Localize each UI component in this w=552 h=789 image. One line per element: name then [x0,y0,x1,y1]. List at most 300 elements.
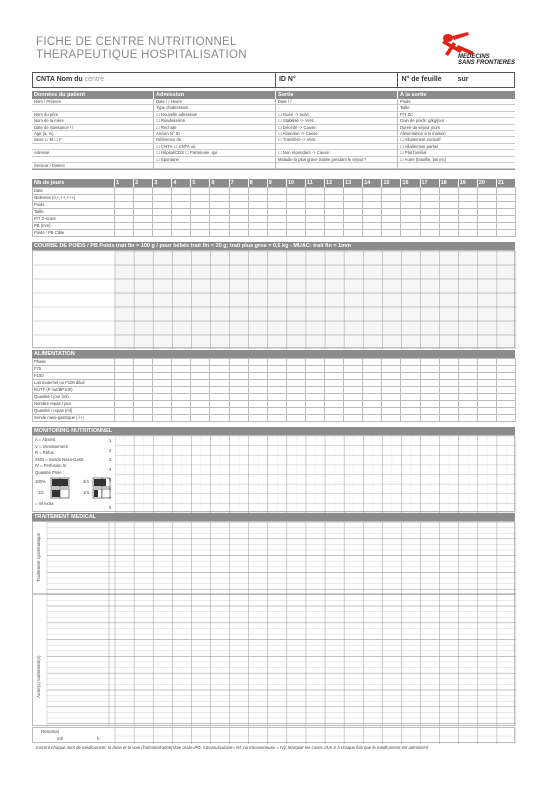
clinical-cell[interactable] [229,216,248,223]
alimentation-cell[interactable] [267,387,286,394]
alimentation-cell[interactable] [363,380,382,387]
sortie_rows-row[interactable]: ☐ Transféré -> Vers: [276,137,397,143]
alimentation-cell[interactable] [382,394,401,401]
alimentation-cell[interactable] [496,408,515,415]
clinical-cell[interactable] [439,216,458,223]
clinical-cell[interactable] [477,223,496,230]
clinical-cell[interactable] [439,195,458,202]
alimentation-cell[interactable] [401,359,420,366]
clinical-cell[interactable] [286,209,305,216]
clinical-cell[interactable] [229,209,248,216]
alimentation-cell[interactable] [229,359,248,366]
clinical-cell[interactable] [325,202,344,209]
admission_rows-row[interactable]: ☐ Nouvelle admission [154,112,275,118]
alimentation-cell[interactable] [344,373,363,380]
alimentation-cell[interactable] [439,401,458,408]
alimentation-cell[interactable] [248,408,267,415]
clinical-cell[interactable] [458,216,477,223]
alimentation-cell[interactable] [420,387,439,394]
clinical-cell[interactable] [267,188,286,195]
sortie_rows-row[interactable]: Date / / [276,99,397,105]
clinical-cell[interactable] [363,223,382,230]
clinical-cell[interactable] [172,223,191,230]
clinical-cell[interactable] [420,195,439,202]
admission_rows-row[interactable]: ☐ Hôpital/CDS ☐ Partenaire, qui [154,150,275,156]
alimentation-cell[interactable] [229,380,248,387]
alimentation-cell[interactable] [363,415,382,422]
clinical-cell[interactable] [401,216,420,223]
clinical-cell[interactable] [401,188,420,195]
alimentation-cell[interactable] [172,401,191,408]
alasortie_rows-row[interactable]: Taille [398,105,515,111]
alimentation-cell[interactable] [363,387,382,394]
alimentation-cell[interactable] [153,394,172,401]
clinical-cell[interactable] [420,223,439,230]
alimentation-cell[interactable] [344,359,363,366]
alimentation-cell[interactable] [305,408,324,415]
clinical-cell[interactable] [439,223,458,230]
alimentation-cell[interactable] [325,394,344,401]
alimentation-cell[interactable] [191,380,210,387]
weight-chart-grid[interactable] [32,250,515,348]
alimentation-cell[interactable] [344,415,363,422]
donnees_rows-row[interactable]: Adresse [32,150,153,156]
alimentation-cell[interactable] [496,394,515,401]
clinical-cell[interactable] [115,195,134,202]
clinical-cell[interactable] [382,209,401,216]
alimentation-cell[interactable] [248,387,267,394]
clinical-cell[interactable] [325,223,344,230]
alimentation-cell[interactable] [153,359,172,366]
clinical-cell[interactable] [134,188,153,195]
clinical-cell[interactable] [191,209,210,216]
clinical-cell[interactable] [134,202,153,209]
alimentation-cell[interactable] [439,387,458,394]
clinical-cell[interactable] [210,188,229,195]
alimentation-cell[interactable] [172,394,191,401]
alasortie_rows-row[interactable]: ☐ Allaitement exclusif [398,137,515,143]
alimentation-cell[interactable] [267,380,286,387]
donnees_rows-row[interactable]: Sexe ☐ M ☐ F [32,137,153,143]
alimentation-cell[interactable] [115,415,134,422]
clinical-cell[interactable] [363,230,382,237]
alimentation-cell[interactable] [325,366,344,373]
admission_rows-row[interactable]: Référence de [154,137,275,143]
clinical-cell[interactable] [115,223,134,230]
alimentation-cell[interactable] [382,359,401,366]
alimentation-cell[interactable] [210,415,229,422]
alimentation-cell[interactable] [344,387,363,394]
alimentation-cell[interactable] [401,380,420,387]
alimentation-cell[interactable] [115,380,134,387]
alimentation-cell[interactable] [477,380,496,387]
clinical-cell[interactable] [172,209,191,216]
alimentation-cell[interactable] [134,380,153,387]
clinical-cell[interactable] [496,188,515,195]
alimentation-cell[interactable] [420,401,439,408]
clinical-cell[interactable] [248,216,267,223]
clinical-cell[interactable] [286,188,305,195]
alimentation-cell[interactable] [325,408,344,415]
alimentation-cell[interactable] [344,401,363,408]
alimentation-cell[interactable] [344,380,363,387]
alimentation-cell[interactable] [191,401,210,408]
clinical-cell[interactable] [344,230,363,237]
alimentation-cell[interactable] [477,394,496,401]
alimentation-cell[interactable] [363,366,382,373]
id-cell[interactable] [276,73,399,87]
alasortie_rows-row[interactable]: P/T ZC [398,112,515,118]
alimentation-cell[interactable] [115,387,134,394]
clinical-cell[interactable] [363,202,382,209]
alimentation-cell[interactable] [496,401,515,408]
clinical-cell[interactable] [325,209,344,216]
alimentation-cell[interactable] [439,373,458,380]
alasortie_rows-row[interactable]: ☐ Autre (bouillie, lait etc) [398,157,515,163]
alimentation-cell[interactable] [134,415,153,422]
alimentation-cell[interactable] [134,373,153,380]
alimentation-cell[interactable] [401,408,420,415]
alimentation-cell[interactable] [191,387,210,394]
alimentation-cell[interactable] [363,373,382,380]
alimentation-cell[interactable] [286,359,305,366]
alimentation-cell[interactable] [477,401,496,408]
alasortie_rows-row[interactable]: Alimentation à la maison [398,131,515,137]
alasortie_rows-row[interactable] [398,163,515,169]
alimentation-cell[interactable] [477,359,496,366]
alimentation-cell[interactable] [420,373,439,380]
clinical-cell[interactable] [305,230,324,237]
alimentation-cell[interactable] [267,373,286,380]
alimentation-cell[interactable] [496,366,515,373]
alimentation-cell[interactable] [153,408,172,415]
clinical-cell[interactable] [153,216,172,223]
alimentation-cell[interactable] [363,408,382,415]
alimentation-cell[interactable] [401,394,420,401]
alimentation-cell[interactable] [477,408,496,415]
alimentation-cell[interactable] [286,366,305,373]
clinical-cell[interactable] [458,223,477,230]
alimentation-cell[interactable] [286,387,305,394]
alimentation-cell[interactable] [286,380,305,387]
alimentation-cell[interactable] [153,366,172,373]
alimentation-cell[interactable] [229,394,248,401]
clinical-cell[interactable] [458,195,477,202]
clinical-cell[interactable] [191,216,210,223]
alimentation-cell[interactable] [115,394,134,401]
clinical-cell[interactable] [477,202,496,209]
clinical-cell[interactable] [210,216,229,223]
alimentation-cell[interactable] [267,415,286,422]
clinical-cell[interactable] [267,223,286,230]
monitoring-grid[interactable] [115,436,516,513]
alimentation-cell[interactable] [134,366,153,373]
alimentation-cell[interactable] [210,401,229,408]
admission_rows-row[interactable]: ☐ Spontané [154,157,275,163]
alimentation-cell[interactable] [134,359,153,366]
clinical-cell[interactable] [191,188,210,195]
clinical-cell[interactable] [153,188,172,195]
alimentation-cell[interactable] [420,408,439,415]
alimentation-cell[interactable] [172,373,191,380]
clinical-cell[interactable] [458,202,477,209]
clinical-cell[interactable] [363,216,382,223]
alasortie_rows-row[interactable]: ☐ Allaitement partiel [398,144,515,150]
clinical-cell[interactable] [115,209,134,216]
alimentation-cell[interactable] [248,359,267,366]
clinical-cell[interactable] [172,216,191,223]
clinical-cell[interactable] [420,202,439,209]
alimentation-cell[interactable] [477,415,496,422]
alimentation-cell[interactable] [210,366,229,373]
alimentation-cell[interactable] [401,387,420,394]
alimentation-cell[interactable] [286,415,305,422]
alimentation-cell[interactable] [210,387,229,394]
clinical-cell[interactable] [305,195,324,202]
alimentation-cell[interactable] [305,387,324,394]
clinical-cell[interactable] [496,209,515,216]
clinical-cell[interactable] [267,216,286,223]
alimentation-cell[interactable] [210,394,229,401]
alimentation-cell[interactable] [229,408,248,415]
alimentation-cell[interactable] [458,394,477,401]
clinical-cell[interactable] [134,223,153,230]
admission_rows-row[interactable]: Ancien N° ID [154,131,275,137]
admission_rows-row[interactable]: ☐ CNTH ☐ CNTA où [154,144,275,150]
alimentation-cell[interactable] [325,415,344,422]
clinical-cell[interactable] [153,230,172,237]
alimentation-cell[interactable] [267,359,286,366]
alasortie_rows-row[interactable]: Durée du séjour jours [398,125,515,131]
alimentation-cell[interactable] [458,415,477,422]
clinical-cell[interactable] [420,216,439,223]
clinical-cell[interactable] [382,223,401,230]
alimentation-cell[interactable] [420,359,439,366]
clinical-cell[interactable] [420,188,439,195]
clinical-cell[interactable] [210,209,229,216]
clinical-cell[interactable] [363,195,382,202]
alimentation-cell[interactable] [439,380,458,387]
clinical-cell[interactable] [496,195,515,202]
alimentation-cell[interactable] [134,401,153,408]
clinical-cell[interactable] [382,195,401,202]
sortie_rows-row[interactable]: ☐ Guéri -> Suivi: [276,112,397,118]
clinical-cell[interactable] [210,195,229,202]
clinical-cell[interactable] [134,216,153,223]
alimentation-cell[interactable] [496,380,515,387]
clinical-cell[interactable] [382,188,401,195]
alasortie_rows-row[interactable]: ☐ Plat familial [398,150,515,156]
feuille-cell[interactable] [398,73,514,87]
clinical-cell[interactable] [401,202,420,209]
alimentation-cell[interactable] [134,394,153,401]
clinical-cell[interactable] [134,195,153,202]
clinical-cell[interactable] [496,202,515,209]
clinical-cell[interactable] [401,230,420,237]
alimentation-cell[interactable] [382,408,401,415]
alimentation-cell[interactable] [401,366,420,373]
clinical-cell[interactable] [496,216,515,223]
admission_rows-row[interactable] [154,163,275,169]
clinical-cell[interactable] [172,230,191,237]
alimentation-cell[interactable] [305,373,324,380]
clinical-cell[interactable] [344,188,363,195]
clinical-cell[interactable] [286,195,305,202]
clinical-cell[interactable] [134,230,153,237]
clinical-cell[interactable] [305,216,324,223]
alimentation-cell[interactable] [229,401,248,408]
donnees_rows-row[interactable]: Nom de la mère [32,118,153,124]
alimentation-cell[interactable] [496,359,515,366]
alimentation-cell[interactable] [286,401,305,408]
clinical-cell[interactable] [401,195,420,202]
clinical-cell[interactable] [229,202,248,209]
alimentation-cell[interactable] [439,415,458,422]
admission_rows-row[interactable]: Type d'admission [154,105,275,111]
clinical-cell[interactable] [344,209,363,216]
resomal-grid[interactable] [33,728,516,744]
clinical-cell[interactable] [267,202,286,209]
clinical-cell[interactable] [420,230,439,237]
alimentation-cell[interactable] [191,408,210,415]
alimentation-cell[interactable] [172,366,191,373]
traitement-grid[interactable] [33,522,516,727]
alimentation-cell[interactable] [191,373,210,380]
alimentation-cell[interactable] [210,359,229,366]
clinical-cell[interactable] [344,195,363,202]
alimentation-cell[interactable] [115,373,134,380]
clinical-cell[interactable] [153,195,172,202]
clinical-cell[interactable] [229,188,248,195]
alimentation-cell[interactable] [420,380,439,387]
clinical-cell[interactable] [477,209,496,216]
clinical-cell[interactable] [286,223,305,230]
clinical-cell[interactable] [286,202,305,209]
alimentation-cell[interactable] [153,380,172,387]
alimentation-cell[interactable] [325,359,344,366]
alimentation-cell[interactable] [210,408,229,415]
alimentation-cell[interactable] [496,387,515,394]
clinical-cell[interactable] [305,209,324,216]
clinical-cell[interactable] [477,195,496,202]
alimentation-cell[interactable] [115,366,134,373]
clinical-cell[interactable] [191,202,210,209]
alimentation-cell[interactable] [191,366,210,373]
clinical-cell[interactable] [363,188,382,195]
alimentation-cell[interactable] [363,394,382,401]
sortie_rows-row[interactable]: Maladie la plus grave traitée pendant le séjour? [276,157,397,163]
alimentation-cell[interactable] [401,415,420,422]
alimentation-cell[interactable] [458,387,477,394]
clinical-cell[interactable] [191,230,210,237]
clinical-cell[interactable] [248,209,267,216]
clinical-cell[interactable] [477,216,496,223]
clinical-cell[interactable] [344,216,363,223]
clinical-cell[interactable] [248,195,267,202]
alimentation-cell[interactable] [458,366,477,373]
donnees_rows-row[interactable]: Nom du père [32,112,153,118]
alimentation-cell[interactable] [286,394,305,401]
clinical-cell[interactable] [248,188,267,195]
clinical-cell[interactable] [115,230,134,237]
alimentation-cell[interactable] [172,380,191,387]
alimentation-cell[interactable] [286,373,305,380]
clinical-cell[interactable] [439,202,458,209]
alimentation-cell[interactable] [420,415,439,422]
alimentation-cell[interactable] [153,373,172,380]
alimentation-cell[interactable] [363,359,382,366]
alimentation-cell[interactable] [248,373,267,380]
clinical-cell[interactable] [153,223,172,230]
cnta-cell[interactable] [33,73,276,87]
donnees_rows-row[interactable]: Age (a, m) [32,131,153,137]
admission_rows-row[interactable]: ☐ Réadmission [154,118,275,124]
clinical-cell[interactable] [439,188,458,195]
alimentation-cell[interactable] [172,359,191,366]
clinical-cell[interactable] [172,188,191,195]
clinical-cell[interactable] [382,230,401,237]
clinical-cell[interactable] [153,202,172,209]
alimentation-cell[interactable] [382,380,401,387]
admission_rows-row[interactable]: Date / / Heure [154,99,275,105]
alimentation-cell[interactable] [305,366,324,373]
alasortie_rows-row[interactable]: Gain de poids: g/kg/jour [398,118,515,124]
clinical-cell[interactable] [363,209,382,216]
clinical-cell[interactable] [496,223,515,230]
alimentation-cell[interactable] [172,408,191,415]
clinical-cell[interactable] [382,202,401,209]
alimentation-cell[interactable] [382,366,401,373]
alimentation-cell[interactable] [325,387,344,394]
alimentation-cell[interactable] [439,359,458,366]
clinical-cell[interactable] [439,209,458,216]
clinical-cell[interactable] [458,188,477,195]
alimentation-cell[interactable] [248,401,267,408]
alimentation-cell[interactable] [115,359,134,366]
alimentation-cell[interactable] [344,408,363,415]
alimentation-cell[interactable] [325,373,344,380]
alimentation-cell[interactable] [344,366,363,373]
clinical-cell[interactable] [305,223,324,230]
alimentation-cell[interactable] [172,387,191,394]
clinical-cell[interactable] [420,209,439,216]
clinical-cell[interactable] [115,202,134,209]
clinical-cell[interactable] [172,202,191,209]
alimentation-cell[interactable] [229,366,248,373]
clinical-cell[interactable] [172,195,191,202]
donnees_rows-row[interactable]: Date de naissance / / [32,125,153,131]
alimentation-cell[interactable] [458,373,477,380]
clinical-cell[interactable] [325,195,344,202]
alasortie_rows-row[interactable]: Poids [398,99,515,105]
clinical-cell[interactable] [210,230,229,237]
clinical-cell[interactable] [115,188,134,195]
alimentation-cell[interactable] [401,373,420,380]
clinical-cell[interactable] [305,202,324,209]
alimentation-cell[interactable] [305,380,324,387]
alimentation-cell[interactable] [267,408,286,415]
alimentation-cell[interactable] [325,401,344,408]
alimentation-cell[interactable] [191,415,210,422]
clinical-cell[interactable] [496,230,515,237]
alimentation-cell[interactable] [286,408,305,415]
alimentation-cell[interactable] [115,401,134,408]
clinical-cell[interactable] [229,195,248,202]
clinical-cell[interactable] [325,188,344,195]
clinical-cell[interactable] [382,216,401,223]
alimentation-cell[interactable] [477,373,496,380]
clinical-cell[interactable] [458,209,477,216]
